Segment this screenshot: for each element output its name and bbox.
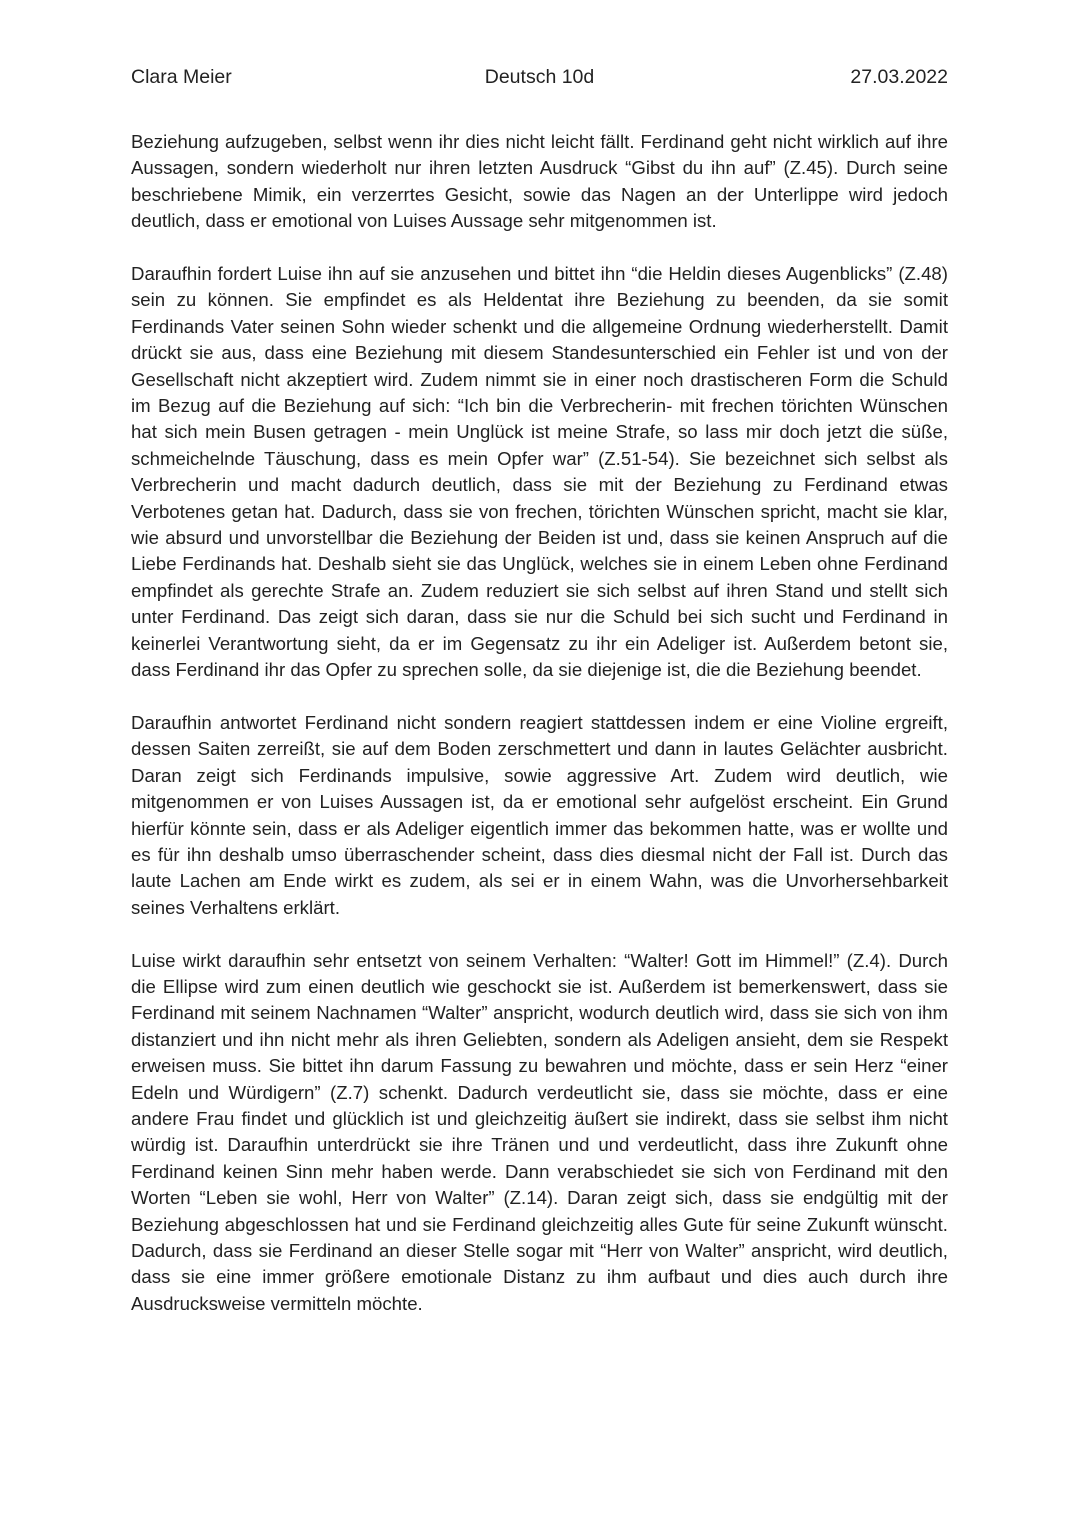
paragraph: Beziehung aufzugeben, selbst wenn ihr dies nicht leicht fällt. Ferdinand geht nicht wirklich auf ihre Aussagen, sondern wiederholt nur ihren letzten Ausdruck “Gibst du ihn auf” (Z.45). Durch seine beschriebene Mimik, ein verzerrtes Gesicht, sowie das Nagen an der Unterlippe wird jedoch deutlich, dass er emotional von Luises Aussage sehr mitgenommen ist. [131,131,948,232]
paragraph: Luise wirkt daraufhin sehr entsetzt von seinem Verhalten: “Walter! Gott im Himmel!” (Z.4). Durch die Ellipse wird zum einen deutlich wie geschockt sie ist. Außerdem ist bemerkenswert, dass sie Ferdinand mit seinem Nachnamen “Walter” anspricht, wodurch deutlich wird, dass sie sich von ihm distanziert und ihn nicht mehr als ihren Geliebten, sondern als Adeligen ansieht, dem sie Respekt erweisen muss. Sie bittet ihn darum Fassung zu bewahren und möchte, dass er sein Herz “einer Edeln und Würdigern” (Z.7) schenkt. Dadurch verdeutlicht sie, dass sie möchte, dass er eine andere Frau findet und glücklich ist und gleichzeitig äußert sie indirekt, dass sie selbst ihm nicht würdig ist. Daraufhin unterdrückt sie ihre Tränen und und verdeutlicht, dass ihre Zukunft ohne Ferdinand keinen Sinn mehr haben werde. Dann verabschiedet sie sich von Ferdinand mit den Worten “Leben sie wohl, Herr von Walter” (Z.14). Daran zeigt sich, dass sie endgültig mit der Beziehung abgeschlossen hat und sie Ferdinand gleichzeitig alles Gute für seine Zukunft wünscht. Dadurch, dass sie Ferdinand an dieser Stelle sogar mit “Herr von Walter” anspricht, wird deutlich, dass sie eine immer größere emotionale Distanz zu ihm aufbaut und dies auch durch ihre Ausdrucksweise vermitteln möchte. [131,949,948,1314]
paragraph: Daraufhin antwortet Ferdinand nicht sondern reagiert stattdessen indem er eine Violine ergreift, dessen Saiten zerreißt, sie auf dem Boden zerschmettert und dann in lautes Gelächter ausbricht. Daran zeigt sich Ferdinands impulsive, sowie aggressive Art. Zudem wird deutlich, wie mitgenommen er von Luises Aussagen ist, da er emotional sehr aufgelöst erscheint. Ein Grund hierfür könnte sein, dass er als Adeliger eigentlich immer das bekommen hatte, was er wollte und es für ihn deshalb umso überraschender scheint, dass dies diesmal nicht der Fall ist. Durch das laute Lachen am Ende wirkt es zudem, als sei er in einem Wahn, was die Unvorhersehbarkeit seines Verhaltens erklärt. [131,711,948,918]
author-name: Clara Meier [131,66,232,88]
paragraph: Daraufhin fordert Luise ihn auf sie anzusehen und bittet ihn “die Heldin dieses Augenblicks” (Z.48) sein zu können. Sie empfindet es als Heldentat ihre Beziehung zu beenden, da sie somit Ferdinands Vater seinen Sohn wieder schenkt und die allgemeine Ordnung wiederherstellt. Damit drückt sie aus, dass eine Beziehung mit diesem Standesunterschied ein Fehler ist und von der Gesellschaft nicht akzeptiert wird. Zudem nimmt sie in einer noch drastischeren Form die Schuld im Bezug auf die Beziehung auf sich: “Ich bin die Verbrecherin- mit frechen törichten Wünschen hat sich mein Busen getragen - mein Unglück ist meine Strafe, so lass mir doch jetzt die süße, schmeichelnde Täuschung, dass es mein Opfer war” (Z.51-54). Sie bezeichnet sich selbst als Verbrecherin und macht dadurch deutlich, dass sie mit der Beziehung zu Ferdinand etwas Verbotenes getan hat. Dadurch, dass sie von frechen, törichten Wünschen spricht, macht sie klar, wie absurd und unvorstellbar die Beziehung der Beiden ist und, dass sie keinen Anspruch auf die Liebe Ferdinands hat. Deshalb sieht sie das Unglück, welches sie in einem Leben ohne Ferdinand empfindet als gerechte Strafe an. Zudem reduziert sie sich selbst auf ihren Stand und stellt sich unter Ferdinand. Das zeigt sich daran, dass sie nur die Schuld bei sich sucht und Ferdinand in keinerlei Verantwortung sieht, da er im Gegensatz zu ihr ein Adeliger ist. Außerdem betont sie, dass Ferdinand ihr das Opfer zu sprechen solle, da sie diejenige ist, die die Beziehung beendet. [131,263,948,681]
page-header [131,64,948,90]
document-body [131,129,948,1344]
course-name: Deutsch 10d [484,66,595,88]
document-date: 27.03.2022 [850,66,948,88]
